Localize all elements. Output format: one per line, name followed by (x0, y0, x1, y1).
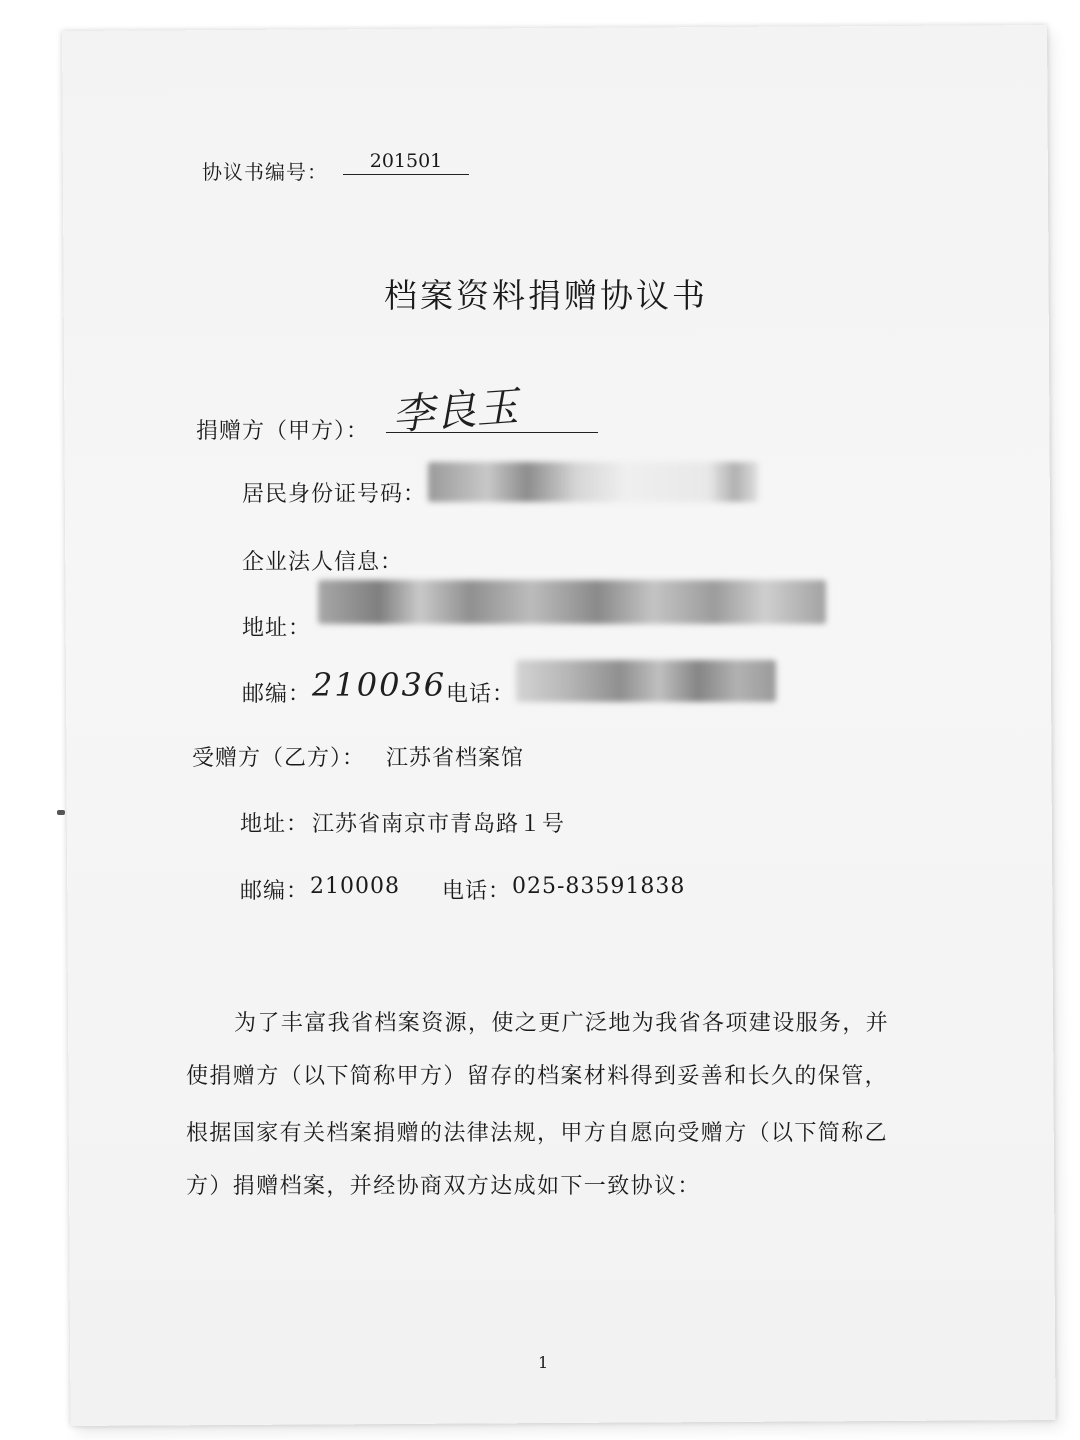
punch-hole-mark (57, 810, 65, 815)
serial-value: 201501 (343, 150, 469, 175)
recipient-party-label: 受赠方（乙方）： (192, 746, 366, 771)
donor-address-redacted (318, 580, 826, 624)
donor-postcode-value: 210036 (312, 666, 447, 704)
donor-party-label: 捐赠方（甲方）： (196, 419, 370, 444)
id-number-redacted (428, 462, 758, 502)
recipient-phone-label: 电话： (442, 879, 512, 904)
recipient-postcode-label: 邮编： (240, 879, 310, 904)
recipient-address-value: 江苏省南京市青岛路１号 (312, 812, 566, 837)
donor-phone-redacted (516, 660, 776, 702)
donor-postcode-label: 邮编： (242, 682, 312, 707)
page-number: 1 (538, 1353, 549, 1372)
recipient-phone-value: 025-83591838 (512, 874, 686, 899)
body-line: 为了丰富我省档案资源，使之更广泛地为我省各项建设服务，并 (234, 1011, 890, 1036)
donor-enterprise-label: 企业法人信息： (242, 550, 404, 575)
body-line: 方）捐赠档案，并经协商双方达成如下一致协议： (186, 1174, 701, 1199)
recipient-address-label: 地址： (240, 812, 310, 837)
body-line: 根据国家有关档案捐赠的法律法规，甲方自愿向受赠方（以下简称乙 (186, 1121, 889, 1146)
body-line: 使捐赠方（以下简称甲方）留存的档案材料得到妥善和长久的保管， (186, 1064, 889, 1089)
donor-name-underline (386, 432, 598, 433)
donor-signature: 李良玉 (390, 381, 520, 440)
recipient-party-value: 江苏省档案馆 (386, 746, 525, 771)
recipient-postcode-value: 210008 (310, 874, 400, 899)
document-page (62, 25, 1056, 1426)
donor-id-label: 居民身份证号码： (242, 482, 427, 507)
donor-phone-label: 电话： (446, 682, 516, 707)
donor-address-label: 地址： (242, 616, 312, 641)
document-title: 档案资料捐赠协议书 (384, 276, 708, 315)
serial-label: 协议书编号： (202, 160, 328, 184)
